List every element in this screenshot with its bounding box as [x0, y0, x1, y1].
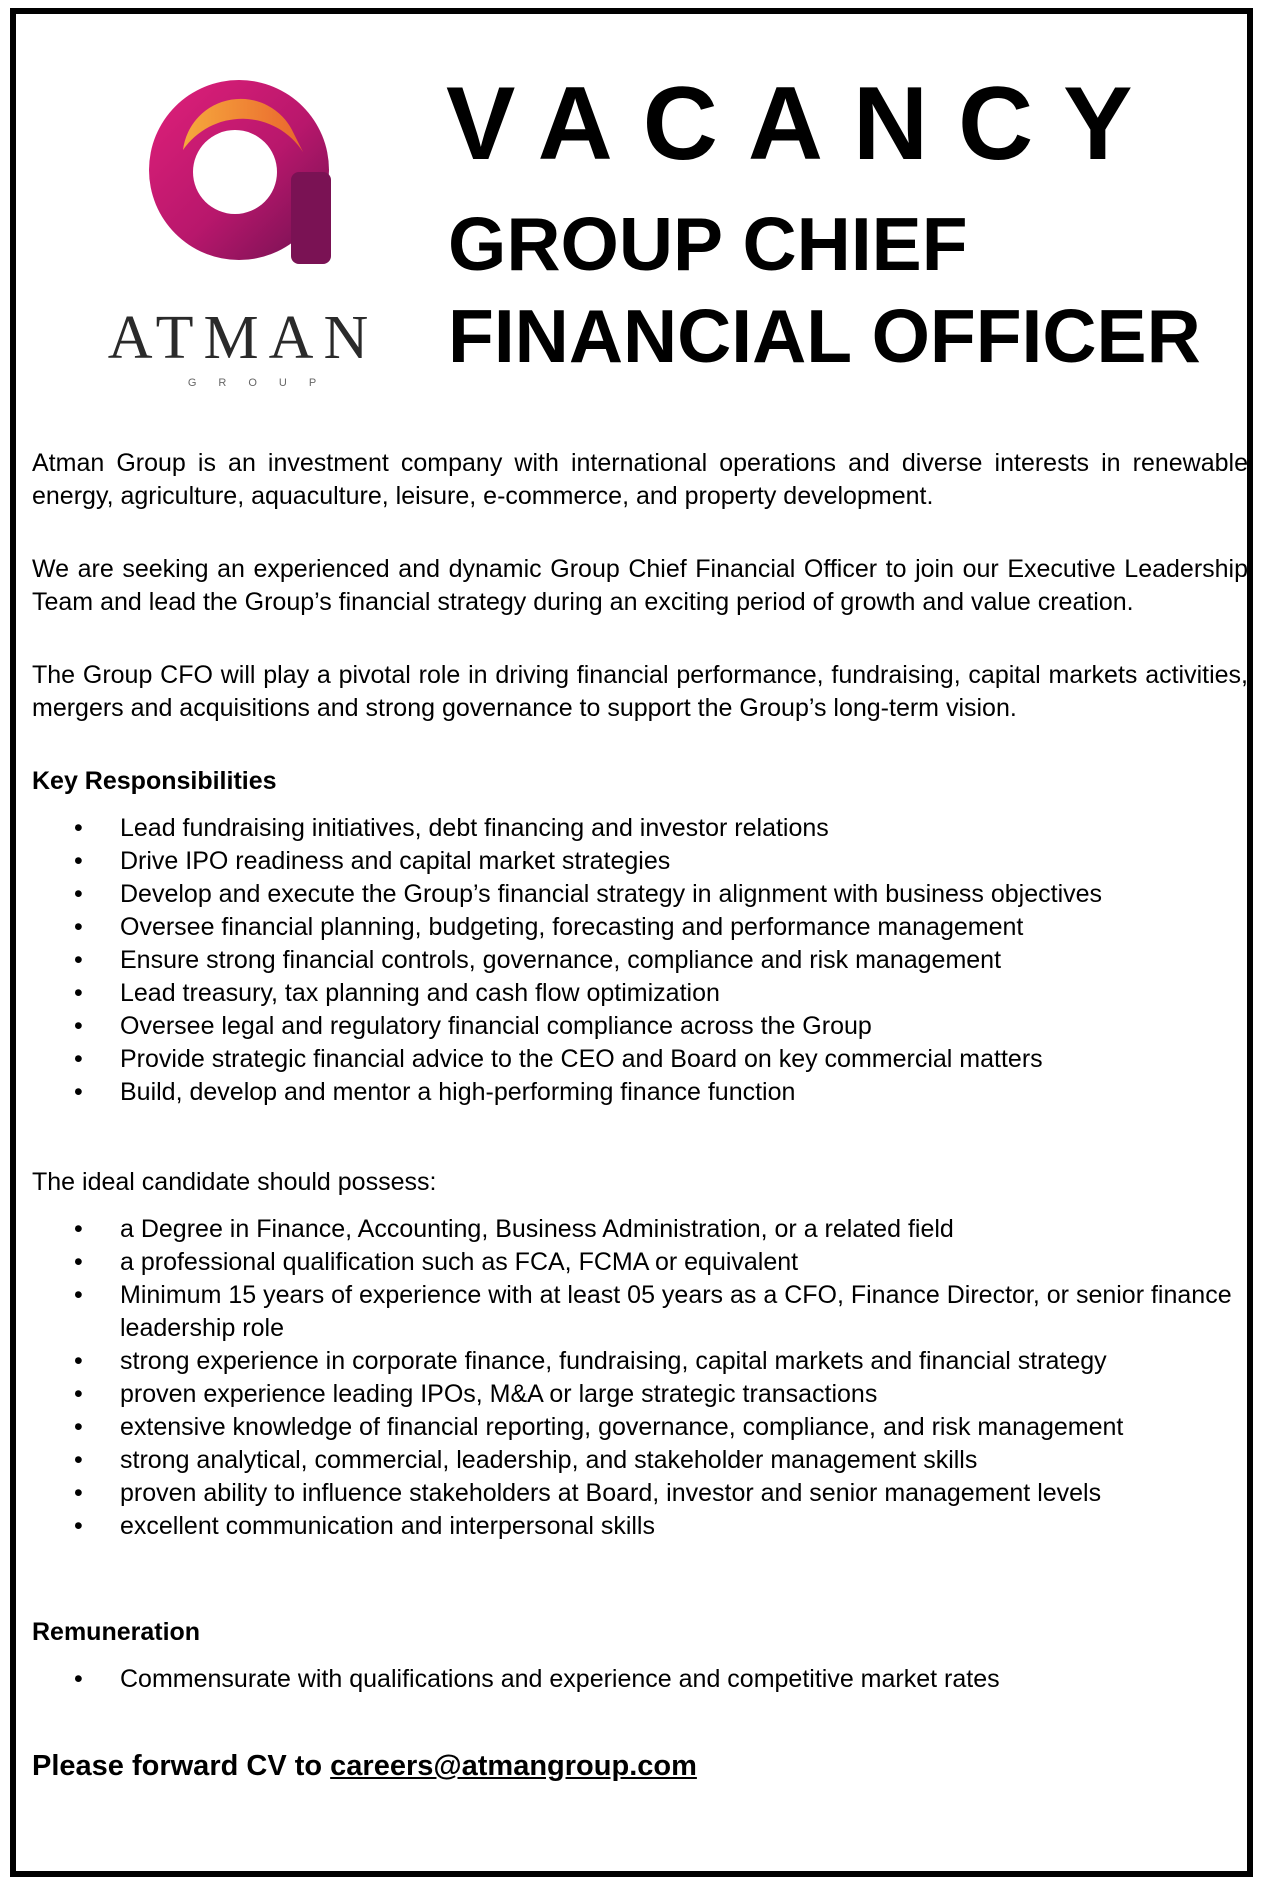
list-item: • proven experience leading IPOs, M&A or large strategic transactions — [32, 1378, 1248, 1411]
candidate-heading: The ideal candidate should possess: — [32, 1168, 437, 1196]
role-title-line1: GROUP CHIEF — [448, 202, 968, 286]
list-item: • strong experience in corporate finance, fundraising, capital markets and financial strategy — [32, 1345, 1248, 1378]
list-item: • Lead fundraising initiatives, debt financing and investor relations — [32, 812, 1248, 845]
company-logo — [78, 72, 408, 402]
list-item: • Oversee financial planning, budgeting, forecasting and performance management — [32, 911, 1248, 944]
role-title — [448, 198, 1201, 382]
cv-instruction — [32, 1748, 1248, 1784]
brand-sub: GROUP — [187, 377, 339, 389]
cv-instruction-label: Please forward CV to — [32, 1750, 323, 1782]
list-item: • a Degree in Finance, Accounting, Business Administration, or a related field — [32, 1213, 1248, 1246]
list-item: • Oversee legal and regulatory financial compliance across the Group — [32, 1010, 1248, 1043]
list-item: • Minimum 15 years of experience with at least 05 years as a CFO, Finance Director, or senior finance leadership role — [32, 1279, 1248, 1345]
list-item: • Develop and execute the Group’s financial strategy in alignment with business objectives — [32, 878, 1248, 911]
atman-logo-icon — [143, 72, 343, 272]
list-item: • Drive IPO readiness and capital market strategies — [32, 845, 1248, 878]
responsibilities-heading: Key Responsibilities — [32, 767, 277, 795]
intro-paragraph-3: The Group CFO will play a pivotal role in driving financial performance, fundraising, capital markets activities, mergers and acquisitions and strong governance to support the Group’s long-term vision. — [32, 661, 1248, 722]
list-item: • excellent communication and interpersonal skills — [32, 1510, 1248, 1543]
brand-name: ATMAN — [107, 304, 379, 372]
remuneration-heading: Remuneration — [32, 1618, 201, 1646]
list-item: • Build, develop and mentor a high-performing finance function — [32, 1076, 1248, 1109]
vacancy-body — [32, 447, 1248, 1784]
list-item: • a professional qualification such as FCA, FCMA or equivalent — [32, 1246, 1248, 1279]
list-item: • extensive knowledge of financial reporting, governance, compliance, and risk management — [32, 1411, 1248, 1444]
list-item: • Ensure strong financial controls, governance, compliance and risk management — [32, 944, 1248, 977]
intro-paragraph-1: Atman Group is an investment company with international operations and diverse interests in renewable energy, agriculture, aquaculture, leisure, e-commerce, and property development. — [32, 449, 1248, 510]
list-item: • Commensurate with qualifications and experience and competitive market rates — [32, 1663, 1248, 1696]
list-item: • strong analytical, commercial, leadership, and stakeholder management skills — [32, 1444, 1248, 1477]
responsibilities-list — [32, 812, 1248, 1109]
careers-email-link[interactable]: careers@atmangroup.com — [330, 1750, 697, 1782]
remuneration-list — [32, 1663, 1248, 1696]
list-item: • proven ability to influence stakeholders at Board, investor and senior management levels — [32, 1477, 1248, 1510]
list-item: • Provide strategic financial advice to the CEO and Board on key commercial matters — [32, 1043, 1248, 1076]
vacancy-title: VACANCY — [446, 66, 1163, 182]
intro-paragraph-2: We are seeking an experienced and dynamic Group Chief Financial Officer to join our Executive Leadership Team and lead the Group’s financial strategy during an exciting period of growth and value creation. — [32, 555, 1248, 616]
candidate-list — [32, 1213, 1248, 1543]
role-title-line2: FINANCIAL OFFICER — [448, 294, 1201, 378]
list-item: • Lead treasury, tax planning and cash flow optimization — [32, 977, 1248, 1010]
